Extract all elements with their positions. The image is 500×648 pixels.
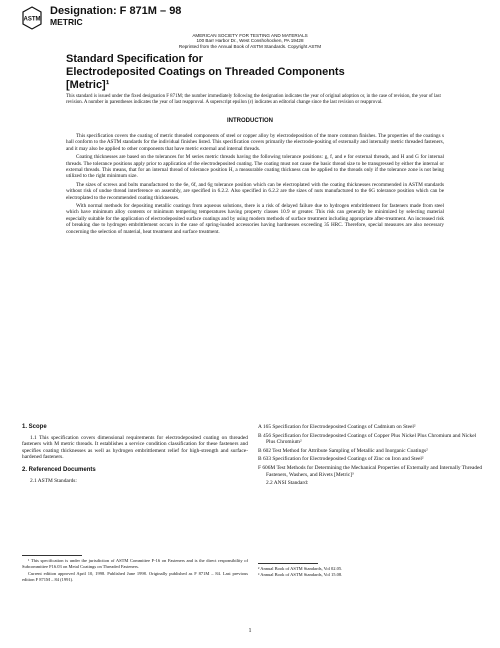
reference-item: F 606M Test Methods for Determining the Mechanical Properties of Externally and Internally Threaded Fasteners, Washers, and Rivets [Metric]³: [258, 464, 483, 478]
ansi-standard-subhead: 2.2 ANSI Standard:: [266, 480, 309, 487]
right-column: [258, 424, 484, 487]
footnote: ³ Annual Book of ASTM Standards, Vol 15.08.: [258, 571, 343, 577]
society-line: 100 Barr Harbor Dr., West Conshohocken, PA 19428: [196, 38, 304, 44]
footnote-divider: [22, 555, 82, 556]
footnotes-right: [258, 566, 484, 577]
title-line: Standard Specification for: [66, 53, 203, 65]
metric-label: METRIC: [50, 17, 83, 27]
title-line: Electrodeposited Coatings on Threaded Components: [66, 66, 345, 78]
society-line: AMERICAN SOCIETY FOR TESTING AND MATERIALS: [192, 33, 308, 38]
reference-item: B 602 Test Method for Attribute Sampling of Metallic and Inorganic Coatings²: [258, 447, 428, 454]
title-line: [Metric]¹: [66, 79, 110, 91]
document-title: [66, 53, 446, 92]
intro-paragraph: This specification covers the coating of metric threaded components of steel or copper alloy by electrodeposition of the more common finishes. The properties of the coatings s hall conform to the ASTM standards for the individual finishes listed. This specification covers primarily the electrode-positing of externally and internally metric threaded fasteners, and it may also be applied to other components that have metric external and internal threads.: [66, 133, 444, 152]
intro-paragraph: The sizes of screws and bolts manufactured to the 6e, 6f, and 6g tolerance position which can be electroplated with the coating thicknesses recommended in ASTM standards without risk of undue thread interference on assembly, are specified in 6.2.2. Also specified in 6.2.2 are the sizes of nuts manufactured to the 6G tolerance position which can be electroplated to the recommended coating thicknesses.: [66, 181, 444, 201]
intro-paragraph: Coating thicknesses are based on the tolerances for M series metric threads having the following tolerance positions: g, f, and e for external threads, and H and G for internal threads. The tolerance positions apply prior to application of the electrodeposited coating. The coating must not cause the basic thread size to be transgressed by either the internal or external threads. This means, that for an internal thread of tolerance position H, a measurable coating thickness can be applied to the threads only if the tolerance zone is not being utilized to the right minimum size.: [66, 154, 444, 180]
reference-item: B 456 Specification for Electrodeposited Coatings of Copper Plus Nickel Plus Chromium and Nickel Plus Chromium²: [258, 432, 477, 446]
svg-text:ASTM: ASTM: [23, 16, 41, 23]
scope-paragraph: 1.1 This specification covers dimensional requirements for electrodeposited coating on threaded fasteners with M metric threads. It establishes a service condition classification for these fasteners and specifies coating thicknesses as well as hydrogen embrittlement relief for high-strength and surface-hardened fasteners.: [22, 434, 248, 461]
designation: Designation: F 871M – 98: [50, 5, 182, 17]
footnote: ² Annual Book of ASTM Standards, Vol 02.05.: [258, 566, 343, 571]
issued-note: This standard is issued under the fixed designation F 871M; the number immediately following the designation indicates the year of original adoption or, in the case of revision, the year of last revision. A number in parentheses indicates the year of last reapproval. A superscript epsilon (ε) indicates an editorial change since the last revision or reapproval.: [66, 94, 441, 105]
astm-standards-subhead: 2.1 ASTM Standards:: [30, 477, 77, 484]
footnote: ¹ This specification is under the jurisdiction of ASTM Committee F-16 on Fasteners and is the direct responsibility of Subcommittee F16.03 on Metal Coatings on Threaded Fasteners.: [22, 558, 248, 569]
footnote-divider: [258, 563, 318, 564]
reference-item: B 633 Specification for Electrodeposited Coatings of Zinc on Iron and Steel²: [258, 456, 424, 463]
society-info: [0, 33, 500, 49]
footnote: Current edition approved April 10, 1998. Published June 1998. Originally published as F 871M – 84. Last previous edition F 871M – 84 (1991).: [22, 571, 248, 582]
astm-logo-icon: [22, 6, 42, 30]
footnotes-left: [22, 558, 248, 584]
introduction-body: [66, 133, 444, 237]
intro-paragraph: With normal methods for depositing metallic coatings from aqueous solutions, there is a risk of delayed failure due to hydrogen embrittlement for fasteners made from steel which have minimum alloy contents or minimum tempering temperatures having property classes 10.9 or greater. This risk can generally be minimized by selecting material especially suitable for the application of electrodeposited surface coatings and by using modern methods of surface treatment including appropriate after-treatment. An increased risk of breaking due to hydrogen embrittlement occurs in the case of spring-loaded accessories having hardnesses exceeding 35 HRC. Therefore, special measures are also necessary concerning the selection of material, heat treatment and surface treatment.: [66, 203, 444, 235]
left-column: [22, 424, 248, 484]
society-line: Reprinted from the Annual Book of ASTM Standards. Copyright ASTM: [178, 43, 322, 49]
scope-heading: 1. Scope: [22, 424, 47, 430]
reference-item: A 165 Specification for Electrodeposited Coatings of Cadmium on Steel²: [258, 424, 416, 430]
introduction-heading: INTRODUCTION: [227, 118, 273, 124]
referenced-documents-heading: 2. Referenced Documents: [22, 466, 96, 473]
page-number: 1: [248, 628, 252, 634]
